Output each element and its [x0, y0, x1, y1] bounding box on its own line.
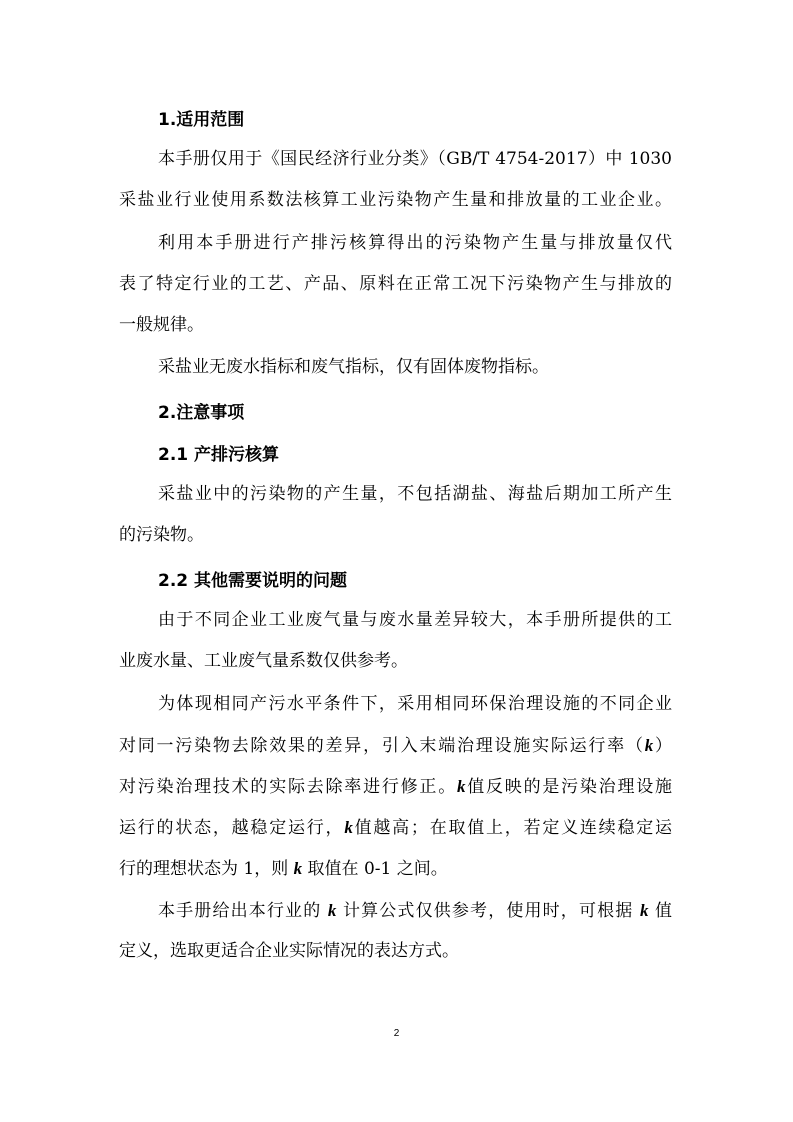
- paragraph-line: 业废水量、工业废气量系数仅供参考。: [119, 651, 408, 671]
- paragraph-line: 运行的状态，越稳定运行，k值越高；在取值上，若定义连续稳定运: [119, 818, 672, 838]
- heading-scope: 1.适用范围: [158, 110, 245, 130]
- paragraph-line: 利用本手册进行产排污核算得出的污染物产生量与排放量仅代: [158, 233, 672, 253]
- heading-notes: 2.注意事项: [158, 403, 245, 423]
- paragraph-line: 的污染物。: [119, 525, 204, 545]
- paragraph-line: 行的理想状态为 1，则 k 取值在 0-1 之间。: [119, 859, 448, 879]
- paragraph-line: 一般规律。: [119, 315, 204, 335]
- paragraph-line: 本手册给出本行业的 k 计算公式仅供参考，使用时，可根据 k 值: [158, 901, 672, 921]
- paragraph-line: 采盐业中的污染物的产生量，不包括湖盐、海盐后期加工所产生: [158, 484, 672, 504]
- heading-calculation: 2.1 产排污核算: [158, 445, 280, 465]
- paragraph-line: 采盐业无废水指标和废气指标，仅有固体废物指标。: [158, 357, 549, 377]
- paragraph-line: 定义，选取更适合企业实际情况的表达方式。: [119, 941, 459, 961]
- paragraph-line: 表了特定行业的工艺、产品、原料在正常工况下污染物产生与排放的: [119, 274, 672, 294]
- paragraph-line: 为体现相同产污水平条件下，采用相同环保治理设施的不同企业: [158, 694, 672, 714]
- paragraph-line: 本手册仅用于《国民经济行业分类》（GB/T 4754-2017）中 1030: [158, 149, 672, 169]
- paragraph-line: 由于不同企业工业废气量与废水量差异较大，本手册所提供的工: [158, 610, 672, 630]
- paragraph-line: 对污染治理技术的实际去除率进行修正。k值反映的是污染治理设施: [119, 777, 672, 797]
- page-number: 2: [393, 1028, 400, 1039]
- paragraph-line: 采盐业行业使用系数法核算工业污染物产生量和排放量的工业企业。: [119, 190, 672, 210]
- paragraph-line: 对同一污染物去除效果的差异，引入末端治理设施实际运行率（k）: [119, 736, 672, 756]
- heading-other-issues: 2.2 其他需要说明的问题: [158, 571, 348, 591]
